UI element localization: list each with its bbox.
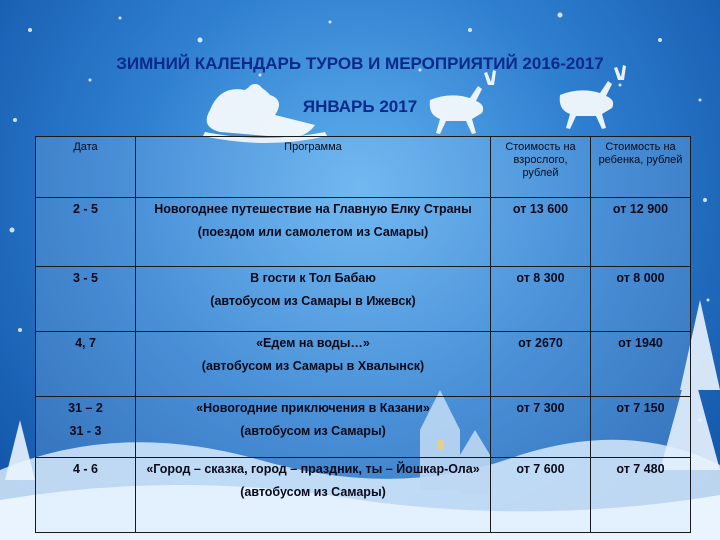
adult-price: от 7 300 <box>491 397 591 458</box>
date-value: 31 – 2 <box>68 401 103 415</box>
program-title: «Едем на воды…» <box>256 336 370 350</box>
program-cell <box>136 267 491 332</box>
date-value: 31 - 3 <box>69 424 102 438</box>
month-heading: ЯНВАРЬ 2017 <box>302 97 418 116</box>
date-cell <box>36 332 136 397</box>
child-price: от 7 480 <box>591 458 691 533</box>
table-row <box>36 397 691 458</box>
adult-price: от 8 300 <box>491 267 591 332</box>
page-title: ЗИМНИЙ КАЛЕНДАРЬ ТУРОВ И МЕРОПРИЯТИЙ 2016-2017 <box>116 54 604 73</box>
date-cell <box>36 198 136 267</box>
program-cell <box>136 332 491 397</box>
adult-price: от 7 600 <box>491 458 591 533</box>
table-row <box>36 267 691 332</box>
adult-price: от 2670 <box>491 332 591 397</box>
child-price: от 7 150 <box>591 397 691 458</box>
date-cell <box>36 397 136 458</box>
adult-price: от 13 600 <box>491 198 591 267</box>
program-title: Новогоднее путешествие на Главную Елку Страны <box>154 202 472 216</box>
program-transport: (автобусом из Самары) <box>240 485 386 499</box>
date-value: 4 - 6 <box>72 462 98 476</box>
child-price: от 8 000 <box>591 267 691 332</box>
program-title: «Город – сказка, город – праздник, ты – Йошкар-Ола» <box>146 462 480 476</box>
program-transport: (поездом или самолетом из Самары) <box>197 225 429 239</box>
program-cell <box>136 458 491 533</box>
program-title: «Новогодние приключения в Казани» <box>196 401 430 415</box>
child-price: от 1940 <box>591 332 691 397</box>
table-row <box>36 458 691 533</box>
date-value: 3 - 5 <box>72 271 98 285</box>
program-transport: (автобусом из Самары в Хвалынск) <box>201 359 425 373</box>
program-cell <box>136 397 491 458</box>
header-program: Программа <box>136 137 491 198</box>
table-row <box>36 198 691 267</box>
date-value: 2 - 5 <box>72 202 98 216</box>
program-cell <box>136 198 491 267</box>
table-header-row <box>36 137 691 198</box>
date-cell <box>36 458 136 533</box>
program-transport: (автобусом из Самары) <box>240 424 386 438</box>
program-transport: (автобусом из Самары в Ижевск) <box>210 294 416 308</box>
date-value: 4, 7 <box>75 336 96 350</box>
header-date: Дата <box>36 137 136 198</box>
table-row <box>36 332 691 397</box>
header-child-price: Стоимость на ребенка, рублей <box>591 137 691 198</box>
date-cell <box>36 267 136 332</box>
tours-table <box>35 136 691 533</box>
header-adult-price: Стоимость на взрослого, рублей <box>491 137 591 198</box>
child-price: от 12 900 <box>591 198 691 267</box>
program-title: В гости к Тол Бабаю <box>250 271 376 285</box>
